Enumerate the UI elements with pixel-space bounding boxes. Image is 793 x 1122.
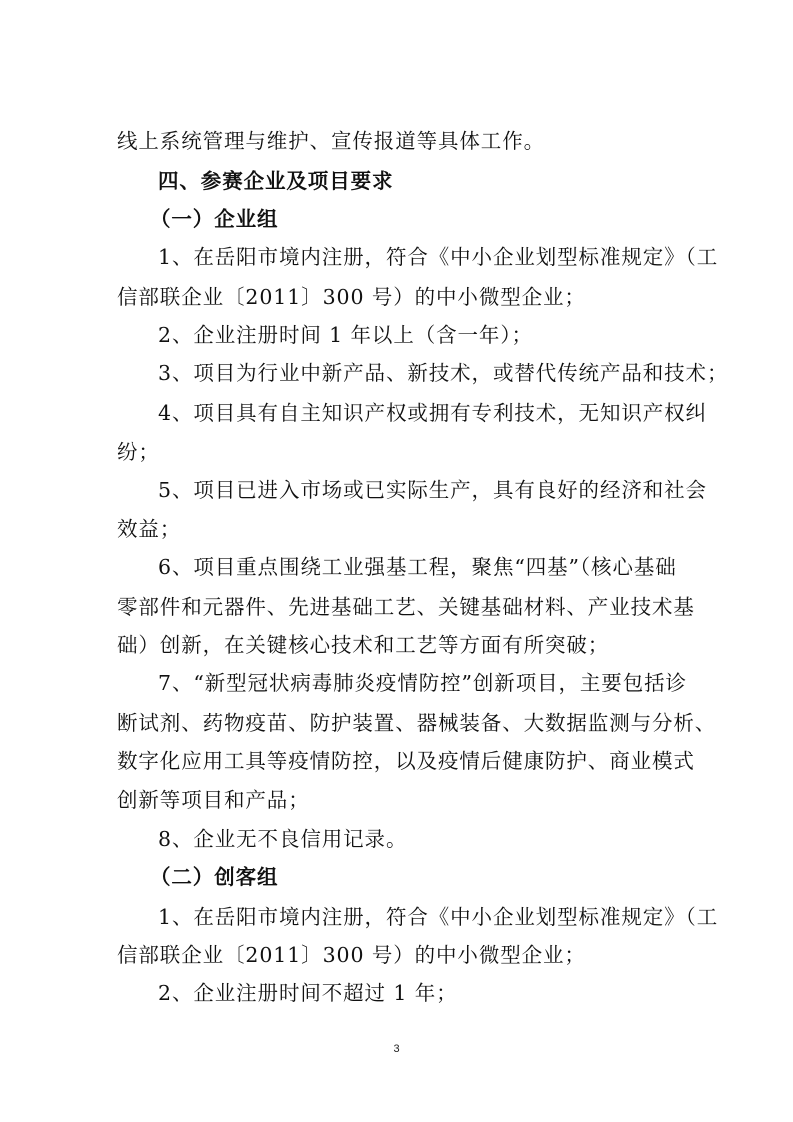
paragraph-line: 6、项目重点围绕工业强基工程，聚焦“四基”（核心基础: [158, 555, 677, 579]
paragraph-line: 数字化应用工具等疫情防控，以及疫情后健康防护、商业模式: [117, 749, 695, 773]
paragraph-line: 创新等项目和产品；: [117, 788, 310, 812]
paragraph-line: 2、企业注册时间不超过 1 年；: [158, 981, 458, 1005]
section-heading: 四、参赛企业及项目要求: [158, 169, 394, 193]
paragraph-line: 1、在岳阳市境内注册，符合《中小企业划型标准规定》（工: [158, 905, 719, 929]
subsection-heading: （二）创客组: [150, 865, 279, 889]
paragraph-line: 效益；: [117, 517, 182, 541]
page-number: 3: [393, 1043, 400, 1055]
subsection-heading: （一）企业组: [150, 207, 279, 231]
paragraph-line: 4、项目具有自主知识产权或拥有专利技术，无知识产权纠: [158, 401, 707, 425]
paragraph-line: 3、项目为行业中新产品、新技术，或替代传统产品和技术；: [158, 361, 729, 385]
paragraph-line: 零部件和元器件、先进基础工艺、关键基础材料、产业技术基: [117, 595, 695, 619]
paragraph-line: 线上系统管理与维护、宣传报道等具体工作。: [117, 129, 545, 153]
paragraph-line: 信部联企业〔2011〕300 号）的中小微型企业；: [117, 285, 586, 309]
paragraph-line: 2、企业注册时间 1 年以上（含一年）；: [158, 323, 533, 347]
paragraph-line: 5、项目已进入市场或已实际生产，具有良好的经济和社会: [158, 478, 707, 502]
paragraph-line: 纷；: [117, 440, 160, 464]
paragraph-line: 信部联企业〔2011〕300 号）的中小微型企业；: [117, 943, 586, 967]
paragraph-line: 础）创新，在关键核心技术和工艺等方面有所突破；: [117, 633, 610, 657]
paragraph-line: 7、“新型冠状病毒肺炎疫情防控”创新项目，主要包括诊: [158, 671, 687, 695]
paragraph-line: 1、在岳阳市境内注册，符合《中小企业划型标准规定》（工: [158, 245, 719, 269]
paragraph-line: 8、企业无不良信用记录。: [158, 827, 408, 851]
paragraph-line: 断试剂、药物疫苗、防护装置、器械装备、大数据监测与分析、: [117, 711, 717, 735]
